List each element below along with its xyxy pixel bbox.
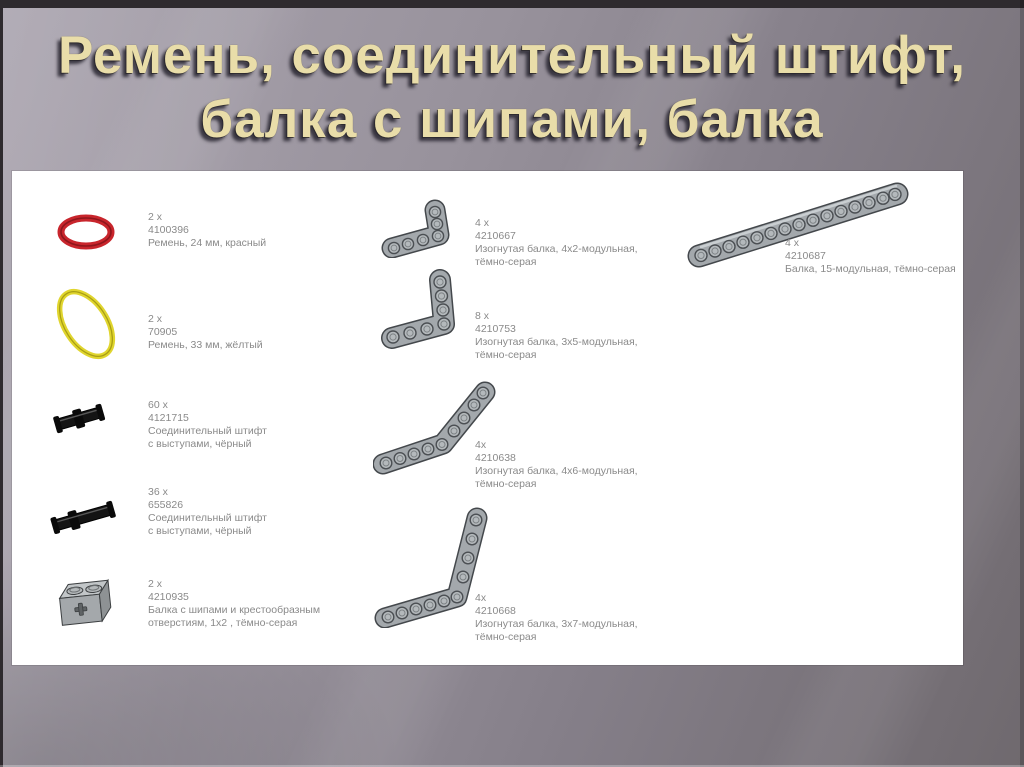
friction-pin-long-icon: [48, 495, 118, 539]
belt-yellow-icon: [53, 281, 119, 367]
part-code: 4210667: [475, 230, 516, 242]
part-qty: 60 x: [148, 399, 168, 411]
part-qty: 4 x: [475, 217, 490, 229]
belt-red-icon: [55, 210, 117, 254]
part-qty: 36 x: [148, 486, 168, 498]
part-desc: Изогнутая балка, 4х6-модульная, тёмно-серая: [475, 465, 638, 490]
part-desc: Изогнутая балка, 3х5-модульная, тёмно-серая: [475, 336, 638, 361]
part-qty: 4 x: [785, 237, 800, 249]
part-label: [148, 399, 273, 451]
part-desc: Соединительный штифт с выступами, чёрный: [148, 425, 267, 450]
part-desc: Изогнутая балка, 4х2-модульная, тёмно-серая: [475, 243, 638, 268]
part-qty: 2 x: [148, 211, 163, 223]
part-code: 4210687: [785, 250, 826, 262]
part-label: [475, 439, 650, 491]
part-code: 4100396: [148, 224, 189, 236]
part-qty: 4x: [475, 439, 487, 451]
slide-frame-top: [0, 0, 1024, 8]
part-desc: Ремень, 33 мм, жёлтый: [148, 339, 263, 351]
friction-pin-short-icon: [50, 399, 108, 437]
part-code: 655826: [148, 499, 184, 511]
part-desc: Балка с шипами и крестообразным отверстиям, 1х2 , тёмно-серая: [148, 604, 321, 629]
slide-title-line1: Ремень, соединительный штифт,: [57, 26, 967, 85]
part-code: 4210638: [475, 452, 516, 464]
part-qty: 8 x: [475, 310, 490, 322]
part-qty: 2 x: [148, 313, 163, 325]
part-code: 4210935: [148, 591, 189, 603]
slide-title: [0, 24, 1024, 152]
part-label: [475, 310, 650, 362]
angular-beam-3x5-icon: [378, 268, 468, 354]
part-desc: Соединительный штифт с выступами, чёрный: [148, 512, 267, 537]
part-code: 70905: [148, 326, 178, 338]
part-label: [148, 313, 348, 352]
angular-beam-4x2-icon: [380, 198, 456, 258]
part-label: [475, 592, 650, 644]
part-code: 4121715: [148, 412, 189, 424]
part-desc: Ремень, 24 мм, красный: [148, 237, 267, 249]
part-label: [785, 237, 970, 276]
part-desc: Балка, 15-модульная, тёмно-серая: [785, 263, 956, 275]
part-desc: Изогнутая балка, 3х7-модульная, тёмно-серая: [475, 618, 638, 643]
part-code: 4210668: [475, 605, 516, 617]
part-qty: 4x: [475, 592, 487, 604]
part-label: [148, 486, 273, 538]
slide-title-line2: балка с шипами, балка: [200, 90, 824, 149]
part-qty: 2 x: [148, 578, 163, 590]
part-label: [148, 578, 323, 630]
part-code: 4210753: [475, 323, 516, 335]
part-label: [148, 211, 348, 250]
parts-panel: [12, 171, 963, 665]
part-label: [475, 217, 650, 269]
brick-1x2-axle-hole-icon: [50, 571, 116, 631]
